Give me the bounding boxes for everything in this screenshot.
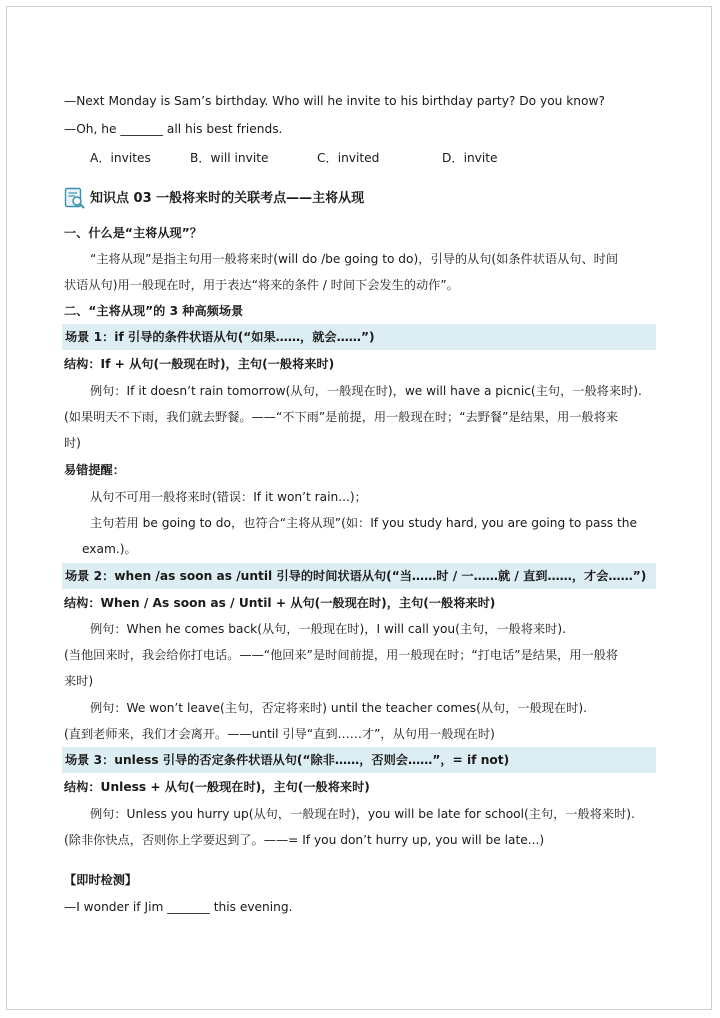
scene1-example-line-3: 时) <box>64 436 81 450</box>
warning-item-2-line-2: exam.)。 <box>82 542 137 556</box>
option-b: B．will invite <box>190 151 269 165</box>
definition-line-1: “主将从现”是指主句用一般将来时(will do /be going to do)，引导的从句(如条件状语从句、时间 <box>90 252 619 266</box>
scene2-example1-line-3: 来时) <box>64 674 94 688</box>
section2-heading: 二、“主将从现”的 3 种高频场景 <box>64 304 244 318</box>
question-line-2: —Oh, he _______ all his best friends. <box>64 122 283 136</box>
scene3-structure: 结构：Unless + 从句(一般现在时)，主句(一般将来时) <box>64 780 370 794</box>
check-heading: 【即时检测】 <box>64 873 138 887</box>
scene3-example-line-1: 例句：Unless you hurry up(从句，一般现在时)，you will be late for school(主句，一般将来时). <box>90 807 635 821</box>
warning-item-2-line-1: 主句若用 be going to do，也符合“主将从现”(如：If you study hard, you are going to pass the <box>90 516 638 530</box>
scene1-structure: 结构：If + 从句(一般现在时)，主句(一般将来时) <box>64 357 335 371</box>
scene3-band <box>62 747 656 773</box>
section1-heading: 一、什么是“主将从现”？ <box>64 226 202 240</box>
scene2-example1-line-2: (当他回来时，我会给你打电话。——“他回来”是时间前提，用一般现在时；“打电话”是结果，用一般将 <box>64 648 619 662</box>
warning-item-1: 从句不可用一般将来时(错误：If it won’t rain...)； <box>90 490 367 504</box>
scene2-band <box>62 563 656 589</box>
scene3-title: 场景 3：unless 引导的否定条件状语从句(“除非……，否则会……”，= if not) <box>65 753 510 767</box>
scene2-title: 场景 2：when /as soon as /until 引导的时间状语从句(“当……时 / 一……就 / 直到……，才会……”) <box>65 569 647 583</box>
question-line-1: —Next Monday is Sam’s birthday. Who will he invite to his birthday party? Do you know? <box>64 94 605 108</box>
option-a: A．invites <box>90 151 151 165</box>
scene2-example2-line-2: (直到老师来，我们才会离开。——until 引导“直到……才”，从句用一般现在时) <box>64 727 495 741</box>
scene2-example2-line-1: 例句：We won’t leave(主句，否定将来时) until the teacher comes(从句，一般现在时). <box>90 701 587 715</box>
check-question-line-1: —I wonder if Jim _______ this evening. <box>64 900 293 914</box>
scene3-example-line-2: (除非你快点，否则你上学要迟到了。——= If you don’t hurry up, you will be late...) <box>64 833 545 847</box>
scene1-example-line-2: (如果明天不下雨，我们就去野餐。——“不下雨”是前提，用一般现在时；“去野餐”是结果，用一般将来 <box>64 410 619 424</box>
scene1-example-line-1: 例句：If it doesn’t rain tomorrow(从句，一般现在时)，we will have a picnic(主句，一般将来时). <box>90 384 642 398</box>
scene2-example1-line-1: 例句：When he comes back(从句，一般现在时)，I will call you(主句，一般将来时). <box>90 622 567 636</box>
magnifier-document-icon <box>64 187 86 209</box>
scene1-band <box>62 324 656 350</box>
knowledge-title: 知识点 03 一般将来时的关联考点——主将从现 <box>90 191 365 206</box>
option-d: D．invite <box>442 151 498 165</box>
scene1-title: 场景 1：if 引导的条件状语从句(“如果……，就会……”) <box>65 330 375 344</box>
warning-heading: 易错提醒： <box>64 463 125 477</box>
definition-line-2: 状语从句)用一般现在时，用于表达“将来的条件 / 时间下会发生的动作”。 <box>64 278 459 292</box>
option-c: C．invited <box>317 151 380 165</box>
scene2-structure: 结构：When / As soon as / Until + 从句(一般现在时)，主句(一般将来时) <box>64 596 496 610</box>
